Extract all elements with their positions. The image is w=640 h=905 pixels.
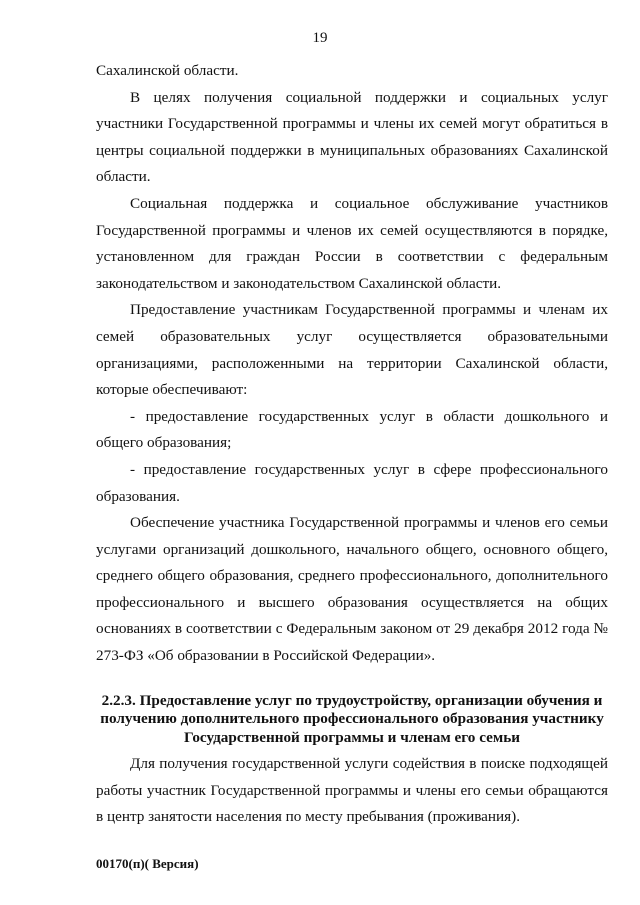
list-item-professional-education: - предоставление государственных услуг в сфере профессионального образования.: [96, 460, 608, 505]
paragraph-social-services: Социальная поддержка и социальное обслуживание участников Государственной программы и членов их семей осуществляются в порядке, установленном для граждан России в соответствии с федеральным законодательством и законодательством Сахалинской области.: [96, 194, 608, 292]
list-item-preschool-education: - предоставление государственных услуг в области дошкольного и общего образования;: [96, 407, 608, 452]
paragraph-social-support-centers: В целях получения социальной поддержки и социальных услуг участники Государственной программы и члены их семей могут обратиться в центры социальной поддержки в муниципальных образованиях Сахалинской области.: [96, 88, 608, 186]
page-number: 19: [312, 30, 328, 46]
document-body: [96, 58, 608, 831]
paragraph-education-provision: Обеспечение участника Государственной программы и членов его семьи услугами организаций дошкольного, начального общего, основного общего, среднего общего образования, среднего профессионального, дополнительного профессионального и высшего образования осуществляется на общих основаниях в соответствии с Федеральным законом от 29 декабря 2012 года № 273-ФЗ «Об образовании в Российской Федерации».: [96, 514, 608, 665]
paragraph-continuation: Сахалинской области.: [96, 62, 239, 79]
document-footer-code: 00170(п)( Версия): [96, 856, 199, 871]
paragraph-employment-services: Для получения государственной услуги содействия в поиске подходящей работы участник Государственной программы и члены его семьи обращаются в центр занятости населения по месту пребывания (проживания).: [96, 755, 608, 826]
paragraph-educational-services: Предоставление участникам Государственной программы и членам их семей образовательных услуг осуществляется образовательными организациями, расположенными на территории Сахалинской области, которые обеспечивают:: [96, 301, 608, 399]
section-heading: 2.2.3. Предоставление услуг по трудоустройству, организации обучения и получению дополнительного профессионального образования участнику Государственной программы и членам его семьи: [100, 691, 604, 746]
